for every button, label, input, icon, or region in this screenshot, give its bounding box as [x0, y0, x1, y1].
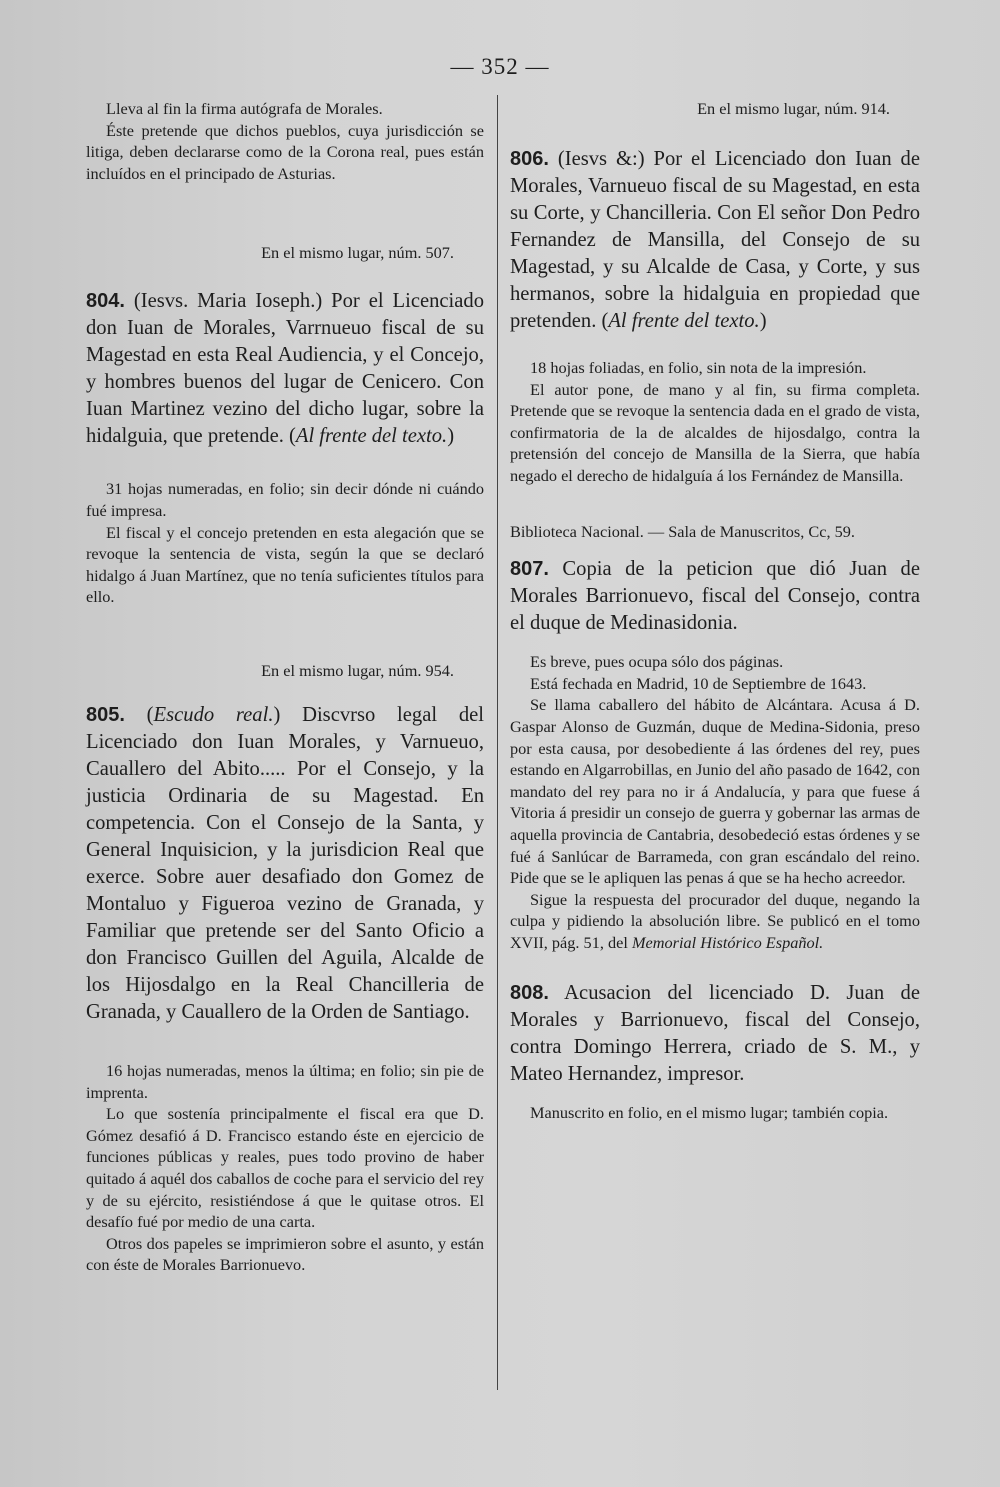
entry-808	[510, 980, 920, 1088]
intro-paragraph-1: Lleva al fin la firma autógrafa de Morales.	[106, 99, 383, 118]
entry-808-text: Acusacion del licenciado D. Juan de Morales y Barrionuevo, fiscal del Consejo, contra Domingo Herrera, criado de S. M., y Mateo Hernandez, impresor.	[510, 982, 920, 1086]
location-804: En el mismo lugar, núm. 507.	[261, 243, 454, 263]
column-divider	[497, 95, 498, 1390]
entry-805-note-2: Lo que sostenía principalmente el fiscal era que D. Gómez desafió á D. Francisco estando éste en ejercicio de funciones públicas y reales, pues todo provino de haber quitado á aquél dos caballos de coche para el servicio del rey y de su ejército, resistiéndose á que le quitase otros. El desafío fué por medio de una carta.	[86, 1104, 484, 1232]
entry-806	[510, 146, 920, 335]
entry-806-italic: Al frente del texto.	[608, 310, 760, 332]
entry-806-note-1: 18 hojas foliadas, en folio, sin nota de la impresión.	[530, 358, 867, 377]
entry-804	[86, 288, 484, 450]
entry-807-text: Copia de la peticion que dió Juan de Morales Barrionuevo, fiscal del Consejo, contra el duque de Medinasidonia.	[510, 558, 920, 635]
entry-807-note-3: Se llama caballero del hábito de Alcántara. Acusa á D. Gaspar Alonso de Guzmán, duque de Medina-Sidonia, preso por esta causa, por desobediente á las órdenes del rey, pues estando en Algarrobillas, en Junio del año pasado de 1642, con mandato del rey para no ir á Andalucía, y para que fuese á Vitoria á presidir un consejo de guerra y gobernar las armas de aquella provincia de Cantabria, desobedeció estas órdenes y se fué á Sanlúcar de Barrameda, con gran escándalo del reino. Pide que se le apliquen las penas á que se ha hecho acreedor.	[510, 695, 920, 888]
entry-804-close: )	[447, 425, 455, 448]
intro-paragraph-2: Éste pretende que dichos pueblos, cuya jurisdicción se litiga, deben declararse como de la Corona real, pues están incluídos en el principado de Asturias.	[86, 120, 484, 183]
entry-808-note-1: Manuscrito en folio, en el mismo lugar; también copia.	[530, 1103, 889, 1123]
entry-805-open: (	[124, 703, 154, 726]
entry-806-close: )	[759, 310, 767, 332]
entry-807	[510, 556, 920, 637]
entry-805-italic: Escudo real.	[153, 703, 274, 726]
right-column	[510, 98, 920, 1124]
entry-number-807: 807.	[510, 558, 549, 581]
entry-804-note-2: El fiscal y el concejo pretenden en esta alegación que se revoque la sentencia de vista, según la que se declaró hidalgo á Juan Martínez, que no tenía suficientes títulos para ello.	[86, 522, 484, 607]
left-column	[86, 98, 484, 1276]
entry-807-note-4-a: Sigue la respuesta del procurador del duque, negando la culpa y pidiendo la absolución libre. Se publicó en el tomo	[510, 889, 920, 931]
entry-807-note-4-b: , pág. 51, del	[543, 932, 632, 952]
entry-805-note-1: 16 hojas numeradas, menos la última; en folio; sin pie de imprenta.	[86, 1060, 484, 1102]
entry-807-note-4-tomo: XVII	[510, 934, 544, 952]
entry-806-note-2: El autor pone, de mano y al fin, su firma completa. Pretende que se revoque la sentencia dada en el grado de vista, confirmatoria de la de alcaldes de hijosdalgo, contra la pretensión del concejo de Mansilla de la Sierra, que había negado el derecho de hidalguía á los Fernández de Mansilla.	[510, 379, 920, 485]
entry-804-text: (Iesvs. Maria Ioseph.) Por el Licenciado don Iuan de Morales, Varrnueuo fiscal de su Magestad en esta Real Audiencia, y el Concejo, y hombres buenos del lugar de Cenicero. Con Iuan Martinez vezino del dicho lugar, sobre la hidalguia, que pretende. (	[86, 290, 484, 448]
location-805: En el mismo lugar, núm. 954.	[261, 660, 454, 680]
entry-807-note-4	[510, 889, 920, 955]
location-807: Biblioteca Nacional. — Sala de Manuscritos, Cc, 59.	[510, 521, 855, 541]
location-806: En el mismo lugar, núm. 914.	[697, 99, 890, 118]
entry-number-805: 805.	[86, 703, 125, 726]
entry-804-note-1: 31 hojas numeradas, en folio; sin decir dónde ni cuándo fué impresa.	[86, 479, 484, 520]
entry-804-italic: Al frente del texto.	[295, 425, 448, 448]
entry-number-806: 806.	[510, 148, 549, 170]
entry-805-text: ) Discvrso legal del Licenciado don Iuan Morales, y Varnueuo, Cauallero del Abito..... Por el Consejo, y la justicia Ordinaria de su Magestad. En competencia. Con el Consejo de la Santa, y General Inquisicion, y la jurisdicion Real que exerce. Sobre auer desafiado don Gomez de Montaluo y Figueroa vezino de Granada, y Familiar que pretende ser del Santo Oficio a don Francisco Guillen del Aguila, Alcalde de los Hijosdalgo en la Real Chancilleria de Granada, y Cauallero de la Orden de Santiago.	[86, 703, 484, 1023]
entry-807-note-2: Está fechada en Madrid, 10 de Septiembre de 1643.	[530, 673, 867, 693]
entry-805-note-3: Otros dos papeles se imprimieron sobre el asunto, y están con éste de Morales Barrionuevo.	[86, 1233, 484, 1275]
page-number: — 352 —	[450, 54, 550, 79]
entry-806-text: (Iesvs &:) Por el Licenciado don Iuan de Morales, Varnueuo fiscal de su Magestad, en esta su Corte, y Chancilleria. Con El señor Don Pedro Fernandez de Mansilla, del Consejo de su Magestad, y su Alcalde de Casa, y Corte, y sus hermanos, sobre la hidalguia en propiedad que pretenden. (	[510, 148, 920, 332]
entry-number-808: 808.	[510, 982, 549, 1005]
entry-805	[86, 702, 484, 1026]
entry-807-note-1: Es breve, pues ocupa sólo dos páginas.	[530, 652, 784, 672]
entry-number-804: 804.	[86, 290, 125, 313]
entry-807-note-4-italic: Memorial Histórico Español.	[631, 932, 824, 952]
